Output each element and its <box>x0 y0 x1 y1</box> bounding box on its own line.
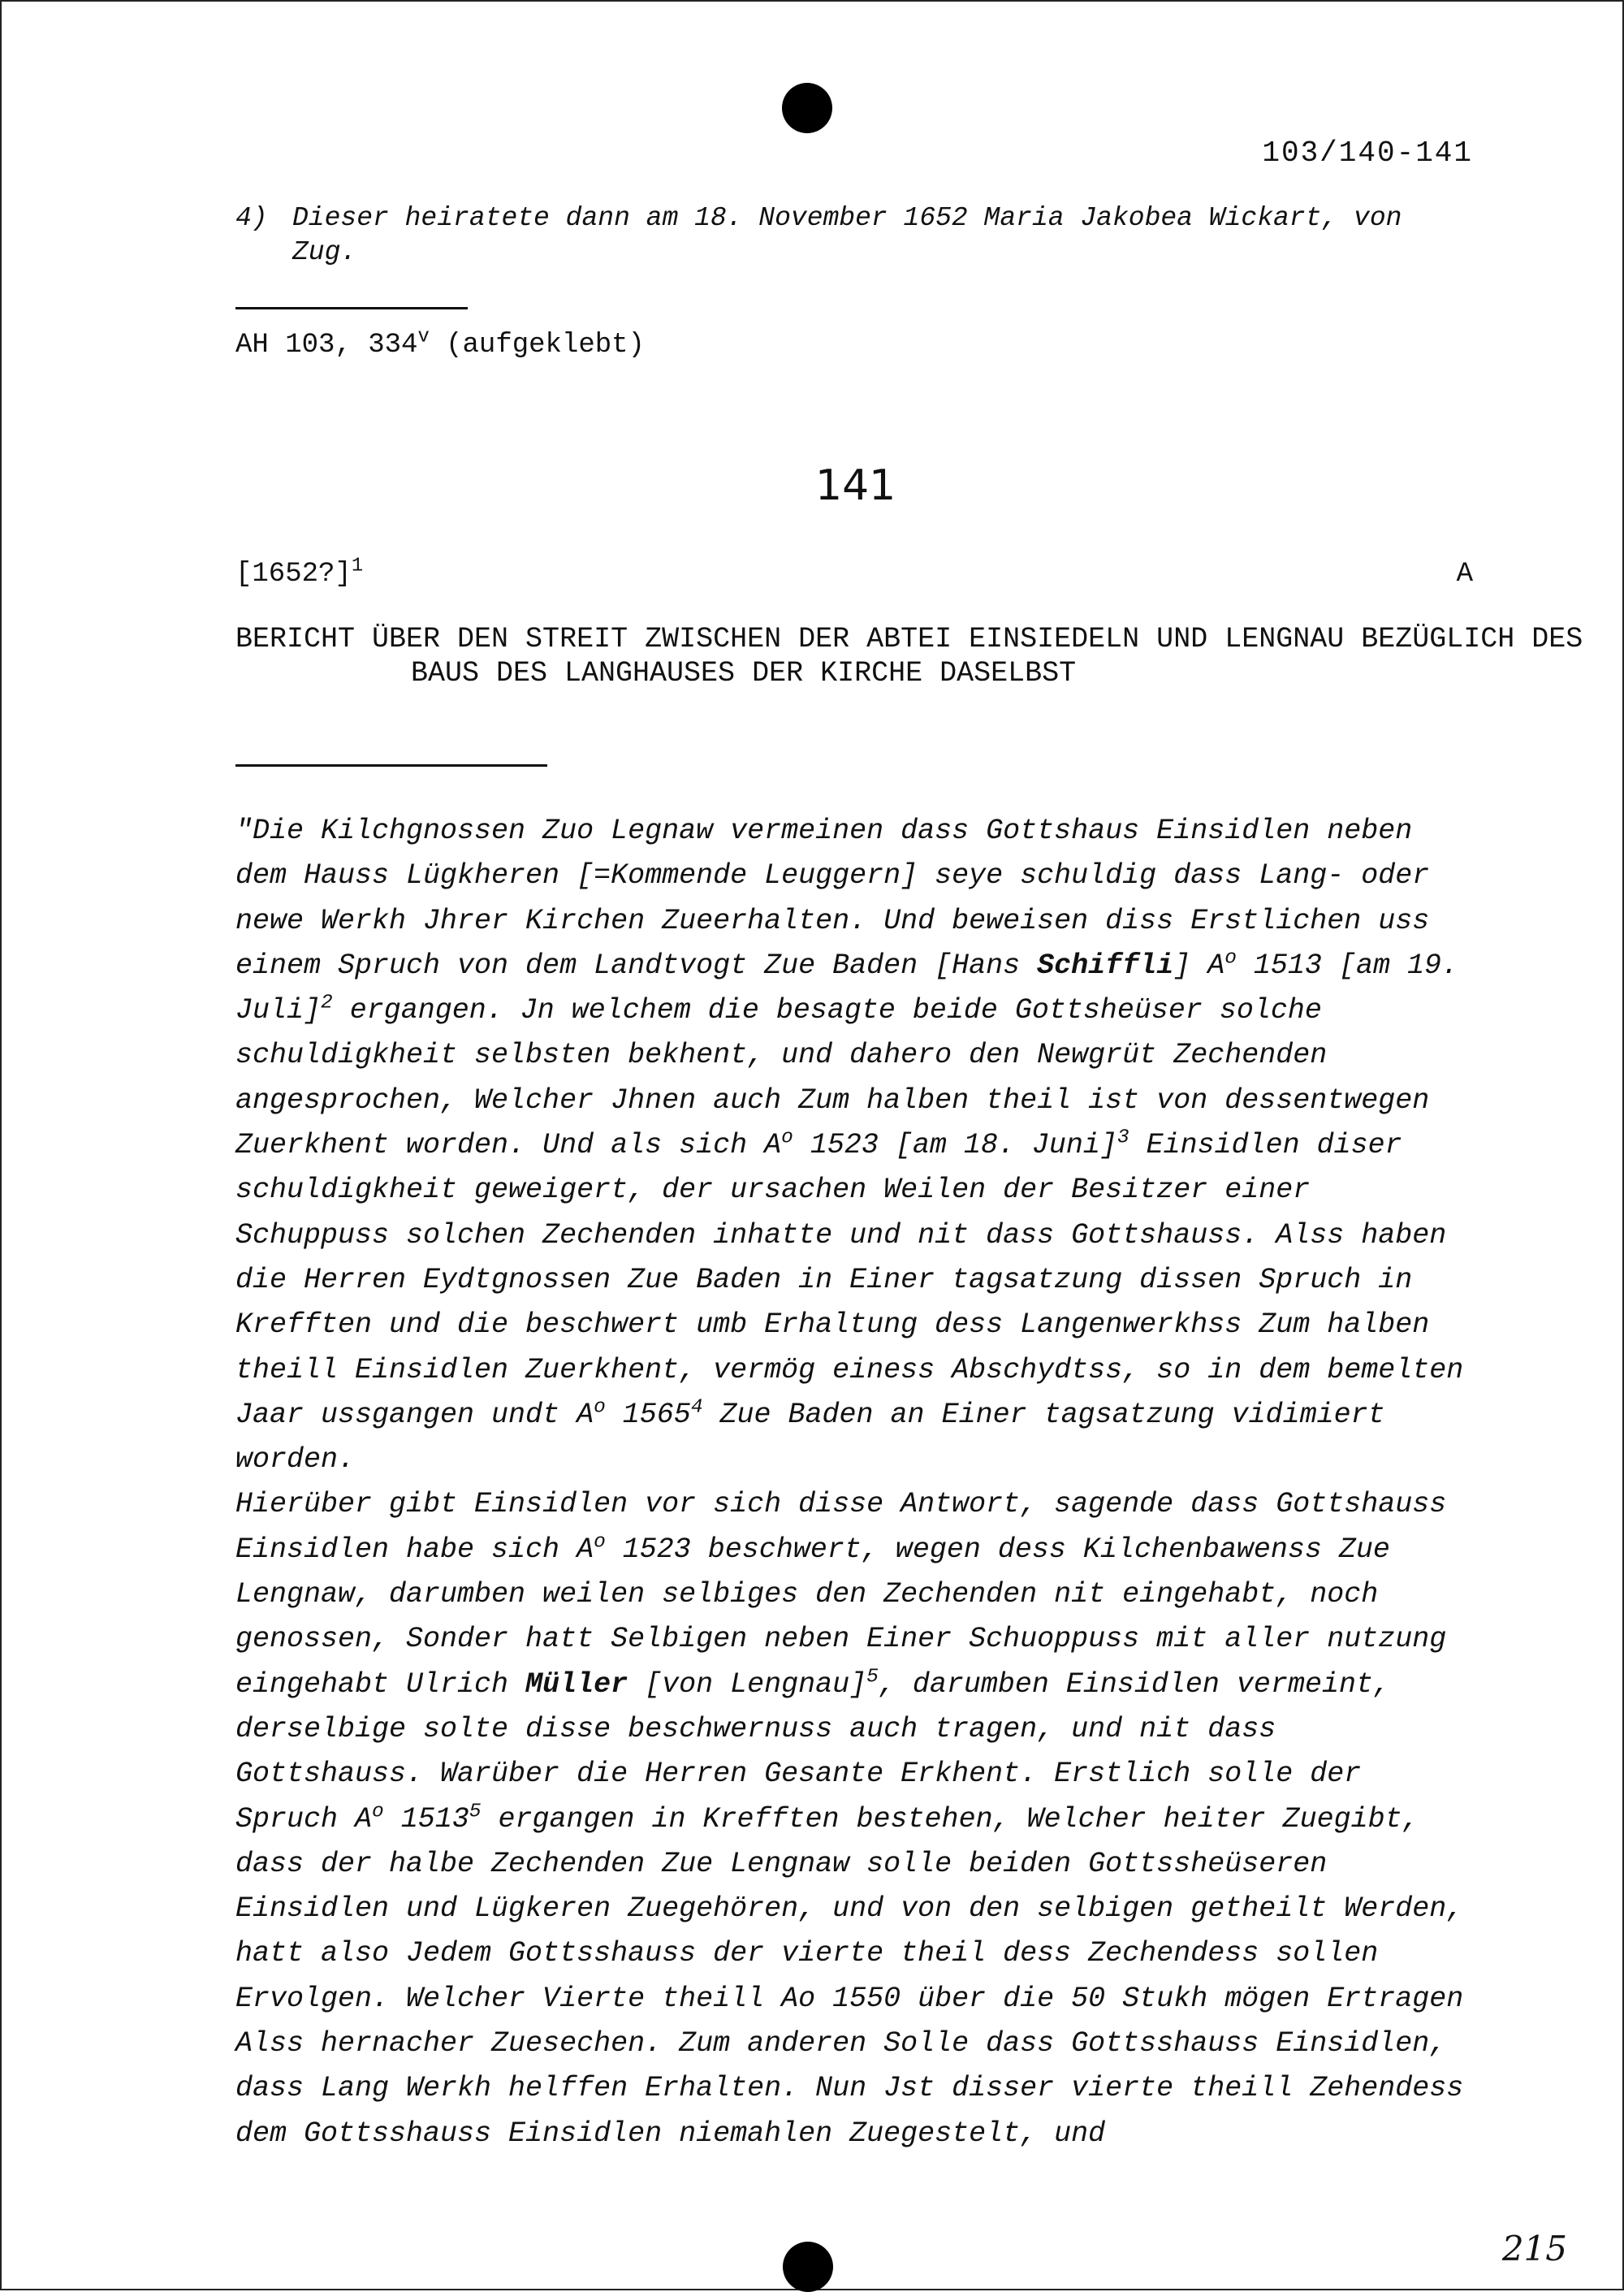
footnote-text: Dieser heiratete dann am 18. November 1652 Maria Jakobea Wickart, von Zug. <box>292 203 1402 267</box>
handwritten-page-mark: 215 <box>1501 2229 1567 2268</box>
source-sup: v <box>417 326 430 348</box>
footnote-ref: 5 <box>866 1665 879 1688</box>
document-date-text: [1652?] <box>235 559 352 590</box>
document-number: 141 <box>815 461 896 510</box>
punch-hole-top <box>782 83 832 133</box>
footnote-ref: 2 <box>321 992 333 1014</box>
transcription-body <box>235 809 1478 2156</box>
document-title: BERICHT ÜBER DEN STREIT ZWISCHEN DER ABTEI EINSIEDELN UND LENGNAU BEZÜGLICH DES BAUS DES LANGHAUSES DER KIRCHE DASELBST <box>235 623 1583 690</box>
footnote-number: 4) <box>235 203 268 233</box>
date-footnote-ref: 1 <box>351 555 364 577</box>
document-type: A <box>1456 559 1473 590</box>
source-note: (aufgeklebt) <box>446 330 645 361</box>
footnote-ref: 4 <box>690 1396 703 1419</box>
paragraph-2: Hierüber gibt Einsidlen vor sich disse Antwort, sagende dass Gottshauss Einsidlen habe sich $A^o$ 1523 beschwert, wegen dess Kilchenbawenss Zue Lengnaw, darumben weilen selbiges den Zechenden nit eingehabt, noch genossen, Sonder hatt Selbigen neben Einer Schuoppuss mit aller nutzung eingehabt Ulrich Müller [von Lengnau]$^5$, darumben Einsidlen vermeint, derselbige solte disse beschwernuss auch tragen, und nit dass Gottshauss. Warüber die Herren Gesante Erkhent. Erstlich solle der Spruch $A^o$ 1513$^5$ ergangen in Krefften bestehen, Welcher heiter Zuegibt, dass der halbe Zechenden Zue Lengnaw solle beiden Gottssheüseren Einsidlen und Lügkeren Zuegehören, und von den selbigen getheilt Werden, hatt also Jedem Gottsshauss der vierte theil dess Zechendess sollen Ervolgen. Welcher Vierte theill Ao 1550 über die 50 Stukh mögen Ertragen Alss hernacher Zuesechen. Zum anderen Solle dass Gottsshauss Einsidlen, dass Lang Werkh helffen Erhalten. Nun Jst disser vierte theill Zehendess dem Gottsshauss Einsidlen niemahlen Zuegestelt, und <box>235 1488 1464 2150</box>
person-name: Müller <box>525 1667 628 1701</box>
person-name: Schiffli <box>1037 949 1174 982</box>
title-divider <box>235 764 547 767</box>
punch-hole-bottom <box>783 2242 833 2292</box>
source-reference <box>235 326 645 361</box>
document-date <box>235 555 364 590</box>
document-reference: 103/140-141 <box>1262 136 1473 170</box>
previous-footnote <box>235 201 1437 270</box>
footnote-ref: 3 <box>1116 1127 1129 1149</box>
footnote-ref: 5 <box>469 1800 482 1823</box>
footnote-divider <box>235 307 468 309</box>
source-label: AH 103, 334 <box>235 330 418 361</box>
paragraph-1: "Die Kilchgnossen Zuo Legnaw vermeinen dass Gottshaus Einsidlen neben dem Hauss Lügkheren [=Kommende Leuggern] seye schuldig dass Lang- oder newe Werkh Jhrer Kirchen Zueerhalten. Und beweisen diss Erstlichen uss einem Spruch von dem Landtvogt Zue Baden [Hans Schiffli] $A^o$ 1513 [am 19. Juli]$^2$ ergangen. Jn welchem die besagte beide Gottsheüser solche schuldigkheit selbsten bekhent, und dahero den Newgrüt Zechenden angesprochen, Welcher Jhnen auch Zum halben theil ist von dessentwegen Zuerkhent worden. Und als sich $A^o$ 1523 [am 18. Juni]$^3$ Einsidlen diser schuldigkheit geweigert, der ursachen Weilen der Besitzer einer Schuppuss solchen Zechenden inhatte und nit dass Gottshauss. Alss haben die Herren Eydtgnossen Zue Baden in Einer tagsatzung dissen Spruch in Krefften und die beschwert umb Erhaltung dess Langenwerkhss Zum halben theill Einsidlen Zuerkhent, vermög einess Abschydtss, so in dem bemelten Jaar ussgangen undt $A^o$ 1565$^4$ Zue Baden an Einer tagsatzung vidimiert worden. <box>235 815 1464 1477</box>
